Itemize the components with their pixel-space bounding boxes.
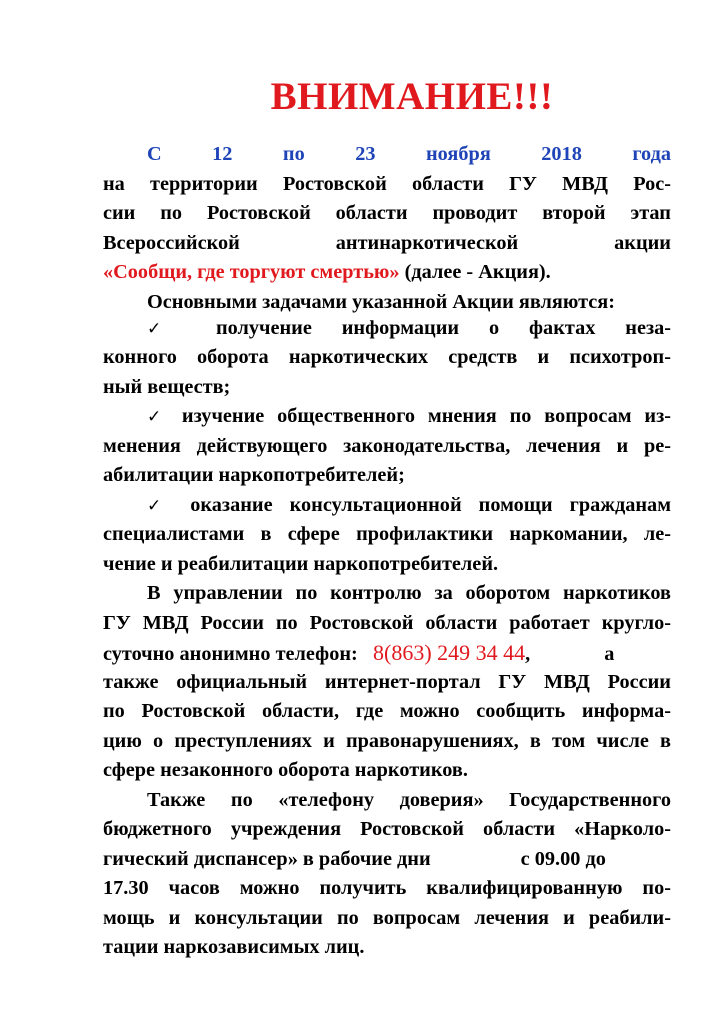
task-item-line <box>103 402 671 432</box>
intro-line: на территории Ростовской области ГУ МВД Рос- <box>103 172 671 195</box>
task-item-line: ный веществ; <box>103 375 231 398</box>
trust-line: тации наркозависимых лиц. <box>103 936 365 958</box>
date-word: 2018 <box>541 143 582 165</box>
hotline-line: по Ростовской области, где можно сообщить информа- <box>103 700 671 722</box>
date-line <box>103 140 671 170</box>
task-item-line: специалистами в сфере профилактики наркомании, ле- <box>103 523 671 545</box>
date-word: С <box>147 143 162 165</box>
phone-prefix: суточно анонимно телефон: <box>103 643 358 665</box>
task-item-line: конного оборота наркотических средств и психотроп- <box>103 346 671 368</box>
phone-suffix: , <box>525 643 531 665</box>
hours-line <box>103 845 671 875</box>
hotline-line: В управлении по контролю за оборотом наркотиков <box>147 582 671 604</box>
hotline-line: ГУ МВД России по Ростовской области работает кругло- <box>103 611 671 634</box>
phone-line <box>103 638 671 668</box>
task-text: получение информации о фактах неза- <box>215 316 671 339</box>
hotline-line: цию о преступлениях и правонарушениях, в том числе в <box>103 729 671 752</box>
phone-trailing: а <box>604 643 615 665</box>
phone-number: 8(863) 249 34 44 <box>373 640 526 665</box>
hotline-line: сфере незаконного оборота наркотиков. <box>103 759 468 781</box>
date-word: ноября <box>425 143 491 165</box>
hotline-line: также официальный интернет-портал ГУ МВД России <box>103 670 671 693</box>
task-item-line <box>103 491 671 521</box>
task-text: изучение общественного мнения по вопросам из- <box>181 405 671 427</box>
intro-line: сии по Ростовской области проводит второй этап <box>103 202 671 224</box>
trust-line: 17.30 часов можно получить квалифицированную по- <box>103 877 671 899</box>
notice-body <box>103 140 671 963</box>
intro-line: Всероссийской антинаркотической акции <box>103 231 671 254</box>
trust-line: мощь и консультации по вопросам лечения и реабили- <box>103 906 671 929</box>
campaign-line <box>103 258 671 288</box>
date-word: по <box>282 143 305 165</box>
task-item-line <box>103 314 671 344</box>
task-text: оказание консультационной помощи гражданам <box>190 493 672 516</box>
checkmark-icon: ✓ <box>147 318 187 339</box>
task-item-line: менения действующего законодательства, лечения и ре- <box>103 434 671 457</box>
campaign-suffix: (далее - Акция). <box>399 261 551 283</box>
trust-line: бюджетного учреждения Ростовской области «Нарколо- <box>103 818 671 840</box>
title-text: ВНИМАНИЕ!!! <box>270 75 554 118</box>
date-word: 23 <box>355 143 376 165</box>
trust-line: Также по «телефону доверия» Государственного <box>147 788 671 811</box>
checkmark-icon: ✓ <box>147 495 174 516</box>
tasks-heading: Основными задачами указанной Акции являются: <box>147 290 616 313</box>
task-item-line: абилитации наркопотребителей; <box>103 464 405 486</box>
page-title <box>0 74 724 120</box>
hours-from: с 09.00 до <box>520 847 606 870</box>
campaign-name: «Сообщи, где торгуют смертью» <box>103 261 400 283</box>
date-word: 12 <box>212 143 233 165</box>
task-item-line: чение и реабилитации наркопотребителей. <box>103 552 499 575</box>
hours-prefix: гический диспансер» в рабочие дни <box>103 847 431 870</box>
checkmark-icon: ✓ <box>147 407 170 427</box>
date-word: года <box>632 143 671 165</box>
